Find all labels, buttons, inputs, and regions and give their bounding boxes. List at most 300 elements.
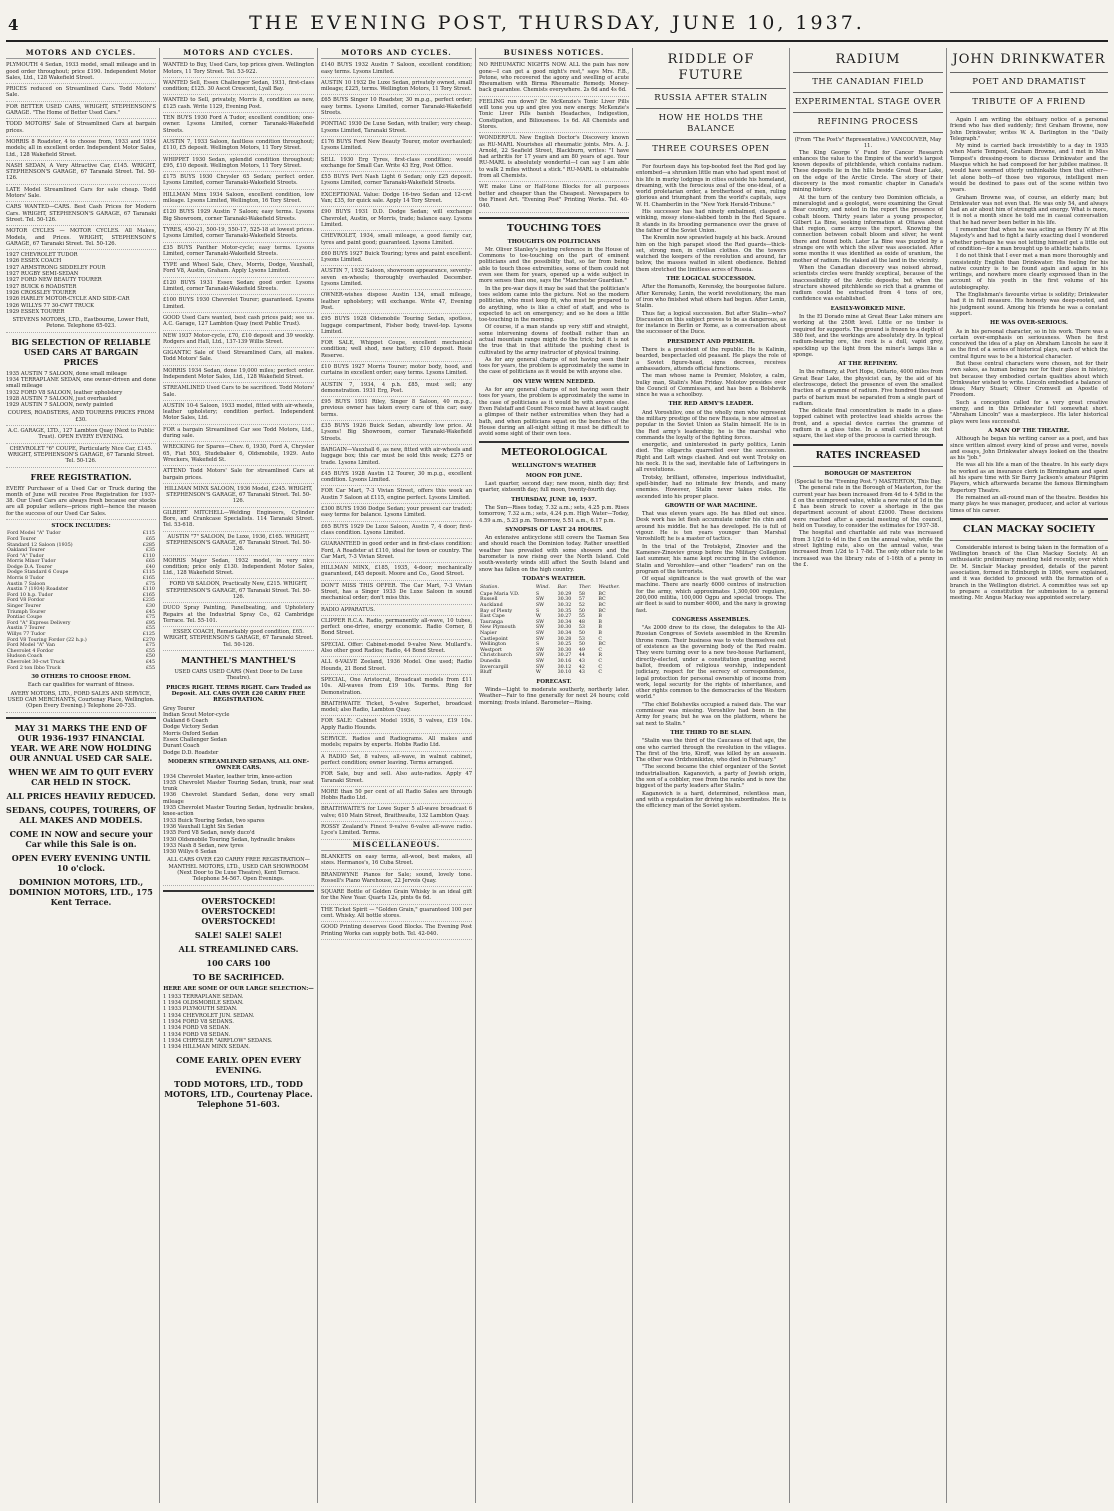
misc-ad: GOOD Printing deserves Good Blocks. The Evening Post Printing Works can supply both. Tel. 42-040. — [321, 924, 472, 940]
stock-price: £110 — [142, 587, 155, 593]
weather-cell: 53 — [578, 636, 585, 642]
radium-subhead-2: EXPERIMENTAL STAGE OVER — [795, 97, 941, 107]
bargain-list-item: 1932 FORD V8 SALOON, leather upholstery — [6, 389, 123, 396]
stock-model: Chevrolet 30-cwt Truck — [7, 659, 65, 665]
prices-right: PRICES RIGHT. TERMS RIGHT. Cars Traded as Deposit. ALL CARS OVER £20 CARRY FREE REGISTRATION. — [166, 684, 311, 704]
classified-ad: HILLMAN MINX, £185, 1935, 4-door; mechanically guaranteed, £45 deposit. Moore and Co., Good Street. — [321, 565, 472, 581]
paragraph: In the pre-war days it may be said that the politician's toes seldom came into the picture. Not so the modern politician, who must keep fit, who must be prepared to do anything, who is like a chief of staff, and who is expected to act on emergency; and so he does a little toe-touching in the morning. — [479, 285, 629, 324]
modern-list — [163, 774, 314, 856]
classified-ad: TODD MOTORS' Sale of Streamlined Cars at bargain prices. — [6, 121, 156, 137]
column-rule — [317, 48, 318, 1503]
riddle-headline: RIDDLE OF FUTURE — [667, 52, 755, 83]
others-heading: 30 OTHERS TO CHOOSE FROM. — [31, 674, 131, 681]
classified-ad: PONTIAC 1930 De Luxe Sedan, with trailer; very cheap. Lysons Limited, Taranaki Street. — [321, 121, 472, 137]
riddle-subhead-1: RUSSIA AFTER STALIN — [654, 93, 768, 103]
weather-cell: 30.32 — [557, 602, 572, 608]
stock-model: Willys 77 Tudor — [7, 632, 46, 638]
weather-cell: BC — [598, 642, 606, 648]
divider — [636, 139, 786, 140]
radio-ad: SPECIAL Offer: Cabinet-model 9-valve New. Mullard's. Also other good Radios; Radio, 44 Bond Street. — [321, 642, 472, 658]
divider — [793, 92, 943, 93]
classified-ad: RADIO APPARATUS. — [321, 607, 472, 616]
divider — [479, 441, 629, 443]
weather-cell: Tauranga — [480, 619, 503, 625]
radio-ad: SPECIAL, One Aristocrat, Broadcast models from £11 10s. All-waves from £19 10s. Terms. Ring for Demonstration. — [321, 677, 472, 699]
classified-ad: EXCEPTIONAL Value: Dodge 16-two Sedan and 12-cwt Van; £35, for quick sale. Apply 14 Tory Street. — [321, 192, 472, 208]
radium-subhead-3: REFINING PROCESS — [817, 117, 919, 127]
divider — [950, 72, 1108, 73]
radio-ad: ROSSY Zealand's Finest 9-valve 6-valve all-wave radio. Lyce's Limited. Terms. — [321, 824, 472, 840]
stock-model: Morris Minor Tudor — [7, 559, 56, 565]
overstocked-ad: OVERSTOCKED! OVERSTOCKED! OVERSTOCKED! — [201, 895, 276, 926]
classified-ad: PRICES reduced on Streamlined Cars. Todd Motors' Sale. — [6, 86, 156, 102]
weather-cell: 58 — [578, 591, 585, 597]
paragraph: In the refinery, at Port Hope, Ontario, 4000 miles from Great Bear Lake, the physicist can, by the aid of his electroscope, detect the presence of even the smallest fraction of a gramme of radium. Five hundred thousand parts of barium must be separated from a single part of radium. — [793, 369, 943, 407]
weather-date: THURSDAY, JUNE 10, 1937. — [511, 496, 597, 503]
gilbert-ad: GILBERT MITCHELL—Welding Engineers, Cylinder Bore, and Crankcase Specialists. 114 Taranaki Street. Tel. 53-618. — [163, 510, 314, 532]
paragraph: Although he began his writing career as a poet, and has since written almost every kind of prose and verse, novels and essays, John Drinkwater always looked on the theatre as his "job." — [950, 436, 1108, 462]
weather-cell: 30.28 — [557, 636, 572, 642]
paragraph: At the turn of the century two Dominion officials, a mineralogist and a geologist, were examining the Great Bear country, and noted in the report the presence of cobalt bloom. Thirty years later a young prospector, Gilbert La Bine, seeking information at Ottawa about that region, came across the report. Knowing the connection between cobalt bloom and silver, he went there and found both. Later La Bine was puzzled by a strange ore with which the silver was associated. After some months it was identified as oxide of uranium, the mother of radium. He staked all the land in the vicinity. — [793, 194, 943, 264]
classified-ad: CHEVROLET, 1934, small mileage, a good family car, tyres and paint good; guaranteed. Lysons Limited. — [321, 233, 472, 249]
paragraph: In the El Dorado mine at Great Bear Lake miners are working at the 250ft level. Little or no timber is required for supports. The ground is frozen to a depth of 380 feet, and the workings are absolutely dry. In typical radium-bearing ore, the rock is a dull, vapid grey, speckling up the light from the miner's lamps like a sponge. — [793, 314, 943, 358]
misc-ad: BLANKETS on easy terms, all-wool, best makes, all sizes. Hermanos's, 16 Cuba Street. — [321, 854, 472, 870]
sacrificed-list-item: 1 1934 FORD V8 SEDAN. — [163, 1031, 231, 1038]
classified-ad: TEN BUYS 1930 Ford A Tudor, excellent condition; one-owner. Lysons Limited, corner Taranaki-Wakefield Streets. — [163, 115, 314, 137]
sacrificed-list-item: 1 1933 PLYMOUTH SEDAN. — [163, 1006, 238, 1013]
weather-cell: SW — [535, 664, 545, 670]
divider — [793, 112, 943, 113]
president-subhead: PRESIDENT AND PREMIER. — [667, 338, 755, 345]
morris-ad: MORRIS Major Sedan, 1932 model, in very nice condition; price only £130. Independent Motor Sales, Ltd., 128 Wakefield Street. — [163, 558, 314, 580]
tides-text: The Sun—Rises today, 7.32 a.m.; sets, 4.25 p.m. Rises tomorrow, 7.32 a.m.; sets, 4.24 p.m. High Water—Today, 4.59 a.m., 5.23 p.m. Tomorrow, 5.51 a.m., 6.17 p.m. — [479, 504, 629, 524]
weather-cell: Bay of Plenty — [480, 608, 513, 614]
classified-ad: NEW 1937 Motor-cycle, £70, £10 deposit and 39 weekly. Rodgers and Hall, Ltd., 137-139 Willis Street. — [163, 333, 314, 349]
bargain-list-item: 1928 AUSTIN 7 SALOON, just overhauled — [6, 395, 117, 402]
free-registration-text: EVERY Purchaser of a Used Car or Truck during the month of June will receive Free Registration for 1937-38. Our Used Cars are always fresh because our stocks are all popular sellers—prices right—hence the reason for the success of our Used Car Sales. — [6, 486, 156, 520]
manthel-list-item: Durant Coach — [163, 743, 200, 750]
modern-list-item: 1936 Chevrolet Standard Sedan, done very small mileage — [163, 792, 314, 805]
logical-subhead: THE LOGICAL SUCCESSION. — [666, 276, 756, 283]
bargain-list-item: 1934 TERRAPLANE SEDAN, one owner-driven and done small mileage — [6, 376, 156, 390]
riddle-body — [636, 164, 786, 273]
sacrificed-list-item: 1 1933 TERRAPLANE SEDAN. — [163, 993, 244, 1000]
weather-cell: New Plymouth — [480, 625, 516, 631]
weather-cell: 30.30 — [557, 625, 572, 631]
radium-dateline: (From "The Post's" Representative.) VANCOUVER, May 11. — [794, 137, 942, 150]
stock-model: Ford V8 Fordor — [7, 598, 45, 604]
paragraph: Considerable interest is being taken in the formation of a Wellington branch of the Clan Mackay Society. At an enthusiastic preliminary meeting held recently, over which Dr. M. Sinclair Mackay presided, details of the parent association, formed in Edinburgh in 1806, were explained, and it was decided to proceed with the formation of a branch in the Wellington district. A committee was set up to prepare a constitution for submission to a general meeting. Mr. Angus Mackay was appointed secretary. — [950, 544, 1108, 602]
classified-ads — [6, 62, 156, 250]
bargain-list — [6, 371, 156, 409]
radio-ad: BRAITHWAITE'S for Lowe Super 5 all-wave broadcast 6 valve; 610 Main Street, Braithwaite, 132 Lambton Quay. — [321, 806, 472, 822]
classified-ad: WANTED to Sell, privately, Morris 8, condition as new, £125 cash. Write 1129, Evening Post. — [163, 97, 314, 113]
weather-cell: SW — [535, 619, 545, 625]
weather-cell: 30.10 — [557, 670, 572, 676]
weather-cell: 53 — [578, 625, 585, 631]
classified-ad: GUARANTEED in good order and in first-class condition: Ford, A Roadster at £110, ideal for town or country. The Car Mart, 7-3 Vivian Street. — [321, 541, 472, 563]
weather-cell: 30.12 — [557, 664, 572, 670]
weather-cell: Wellington — [480, 642, 507, 648]
radium-subhead-1: THE CANADIAN FIELD — [812, 77, 924, 87]
paragraph: The Englishman's favourite virtue is solidity; Drinkwater had it in full measure. His honesty was deep-rooted, and his judgment sound. Among his friends he was a constant support. — [950, 292, 1108, 317]
stock-price: £115 — [142, 531, 155, 537]
classified-ad: OWNER-wishes dispose Austin 134, small mileage, leather upholstery; will exchange. Write 47, Evening Post. — [321, 292, 472, 314]
divider — [793, 132, 943, 133]
sacrificed-ad: TO BE SACRIFICED. — [192, 971, 285, 982]
paragraph: Thus far, a logical succession. But after Stalin—who? Discussion on this subject proves to be as dangerous, as for instance in Berlin or Rome, as a conversation about the successor of the Duce. — [636, 310, 786, 336]
car-list-item: 1929 ESSEX TOURER — [6, 308, 65, 315]
cars100-ad: 100 CARS 100 — [206, 957, 271, 968]
easily-subhead: EASILY-WORKED MINE. — [830, 305, 906, 312]
clan-mackay-headline: CLAN MACKAY SOCIETY — [962, 523, 1096, 535]
modern-list-item: 1935 Chevrolet Master Touring Sedan, trunk, rear seat trunk — [163, 779, 314, 793]
column-riddle — [636, 48, 786, 1503]
weather-cell: Invercargill — [480, 664, 509, 670]
divider — [636, 108, 786, 109]
stock-model: Ford Model "A" Van — [7, 643, 55, 649]
forecast-text: Winds—Light to moderate southerly, northerly later. Weather—Fair to fine generally for next 24 hours; cold morning; frosts inland. Barometer—Rising. — [479, 686, 629, 706]
divider — [950, 92, 1108, 93]
red-army-body — [636, 410, 786, 441]
modern-list-item: 1930 Oldsmobile Touring Sedan, hydraulic brakes — [163, 836, 295, 843]
weather-cell: 48 — [578, 619, 585, 625]
newspaper-title: THE EVENING POST, THURSDAY, JUNE 10, 1937. — [249, 12, 865, 34]
stock-price: £285 — [142, 542, 155, 548]
stock-price: £65 — [145, 559, 155, 565]
todd-ad: TODD MOTORS, LTD., TODD MOTORS, LTD., Courtenay Place. Telephone 51-603. — [164, 1078, 313, 1109]
ac-garage-ad: A.C. GARAGE, LTD., 127 Lambton Quay (Next to Public Trust). OPEN EVERY EVENING. — [6, 428, 156, 444]
classified-ad: NASH SEDAN, A Very Attractive Car, £145. WRIGHT, STEPHENSON'S GARAGE, 67 Taranaki Street. Tel. 50-126. — [6, 163, 156, 185]
stock-price: £55 — [145, 648, 155, 654]
classified-ad: FOR Car Mart, 7-3 Vivian Street, offers this week an Austin 7 Saloon at £115, engine perfect. Lysons Limited. — [321, 488, 472, 504]
paragraph: That was eleven years ago. He has filled out since. Desk work has let flesh accumulate under his chin and around his middle. But he has developed. He is full of vigour. He is ten years younger than Marshal Voroshiloff; he is a master of tactics. — [636, 511, 786, 543]
stock-price: £115 — [142, 570, 155, 576]
drinkwater-headline: JOHN DRINKWATER — [952, 52, 1106, 67]
stock-model: Dodge D.A. Tourer — [7, 564, 53, 570]
classified-ad: FOR BETTER USED CARS, WRIGHT, STEPHENSON'S GARAGE. "The Home of Better Used Cars." — [6, 104, 156, 120]
classified-ad: SELL 1930 Erg Tyres, first-class condition; would exchange for Small Car. Write 43 Erg, Post Office. — [321, 157, 472, 173]
paragraph: There is a president of the republic. He is Kalinin, bearded, bespectacled old peasant. He plays the role of a Soviet figure-head, signs decrees, receives ambassadors, attends official functions. — [636, 347, 786, 372]
stock-price: £125 — [142, 632, 155, 638]
touching-toes-subhead: THOUGHTS ON POLITICIANS — [507, 238, 601, 245]
column-right — [950, 48, 1108, 1503]
rates-dateline: (Special to the "Evening Post.") MASTERTON, This Day. — [794, 478, 942, 485]
classified-ad: MORRIS 8 Roadster, 4 to choose from, 1933 and 1934 models; all in excellent order. Independent Motor Sales, Ltd., 128 Wakefield Street. — [6, 139, 156, 161]
modern-list-item: 1935 Ford V8 Sedan, newly duco'd — [163, 830, 255, 837]
modern-list-item: 1934 Chevrolet Master, leather trim, knee-action — [163, 773, 293, 780]
manthel-list-item: Indian Scout Motor-cycle — [163, 711, 230, 718]
manthel-list-item: Essex Challenger Sedan — [163, 737, 227, 744]
rates-body — [793, 485, 943, 568]
weather-cell: C — [598, 670, 603, 676]
stock-price: £95 — [145, 620, 155, 626]
stock-price: £45 — [145, 609, 155, 615]
weather-cell: SW — [535, 636, 545, 642]
stock-heading: STOCK INCLUDES: — [51, 523, 111, 530]
weather-cell: 43 — [578, 658, 585, 664]
weather-cell: BC — [598, 602, 606, 608]
classified-ad: £10 BUYS 1927 Morris Tourer; motor body, hood, and curtains in excellent order; easy terms. Lysons Limited. — [321, 364, 472, 380]
paragraph: I remember that when he was acting as Henry IV at His Majesty's and had to fight a fairly exacting duel I wondered whether perhaps he was not letting himself get a little out of condition—for a man brought up to athletic habits. — [950, 227, 1108, 252]
classified-ad: GIGANTIC Sale of Used Streamlined Cars, all makes. Todd Motors' Sale. — [163, 350, 314, 366]
sale-ad: SALE! SALE! SALE! — [194, 929, 283, 940]
chevrolet-ad: CHEVROLET "6" COUPE, Particularly Nice Car, £145. WRIGHT, STEPHENSON'S GARAGE, 67 Taranki Street. Tel. 50-126. — [6, 446, 156, 468]
red-army-subhead: THE RED ARMY'S LEADER. — [668, 401, 754, 408]
riddle-subhead-2: HOW HE HOLDS THE BALANCE — [658, 113, 764, 134]
come-in-ad: COME IN NOW and secure your Car while this Sale is on. — [9, 828, 153, 849]
weather-cell: Napier — [480, 630, 497, 636]
stock-model: Austin 7 Saloon — [7, 581, 46, 587]
weather-cell: W — [535, 670, 541, 676]
manthel-used: USED CARS USED CARS (Next Door to De Luxe Theatre). — [174, 669, 303, 682]
overserious-subhead: HE WAS OVER-SERIOUS. — [990, 320, 1068, 327]
open-evenings-ad: OPEN EVERY EVENING UNTIL 10 o'clock. — [11, 852, 151, 873]
car-list-item: 1927 CHEVROLET TUDOR — [6, 252, 78, 259]
stock-model: Ford "A" Express Delivery — [7, 620, 71, 626]
radio-ad: MORE than 50 per cent of all Radio Sales are through Hobbs Radio Ltd. — [321, 789, 472, 805]
paragraph: In the trial of the Trotskyist, Zinoviev and the Kamenev-Zinoviev group before the Military Collegium last summer, his name kept recurring in the evidence. Stalin and Voroshilov—and other "leaders" ran on the program of the terrorists. — [636, 543, 786, 575]
radio-ad: A RADIO Set, 8 valves, all-wave, in walnut cabinet, perfect condition; owner leaving. Terms arranged. — [321, 754, 472, 770]
weather-cell: C — [598, 658, 603, 664]
weather-cell: BC — [598, 597, 606, 603]
weather-cell: Cape Maria V.D. — [480, 591, 520, 597]
weather-cell: 30.16 — [557, 658, 572, 664]
weather-cell: B — [598, 630, 602, 636]
hillman-ad: HILLMAN MINX SALOON, 1936 Model, £245. WRIGHT, STEPHENSON'S GARAGE, 67 Taranaki Street. Tel. 50-126. — [163, 486, 314, 508]
radio-ad: BRAITHWAITE Ticket, 5-valve Superhet, broadcast model; also Radio, Lambton Quay. — [321, 701, 472, 717]
stock-model: Ford Tourer — [7, 536, 37, 542]
classified-ad: BARGAIN—Vauxhall 6, as new, fitted with air-wheels and luggage box; this car must be sold this week; £275 or trade. Lysons Limited. — [321, 447, 472, 469]
radium-body — [793, 150, 943, 303]
rates-subhead: BOROUGH OF MASTERTON — [824, 470, 912, 477]
makes-ad: SEDANS, COUPES, TOURERS, OF ALL MAKES AND MODELS. — [6, 804, 156, 825]
stock-price: £165 — [142, 576, 155, 582]
classified-ad: £100 BUYS 1930 Chevrolet Tourer; guaranteed. Lysons Limited. — [163, 297, 314, 313]
weather-col-header: Bar. — [557, 585, 568, 591]
classified-ad: AUSTIN 10 1932 De Luxe Sedan, privately owned, small mileage; £225, terms. Wellington Motors, 11 Tory Street. — [321, 80, 472, 96]
business-ad: NO RHEUMATIC NIGHTS NOW. ALL the pain has now gone—I can get a good night's rest," says Mrs. F.B., Petone, who recovered the agony and swelling of acute Rheumatism with Birma Rheumatic Remedy. Money-back guarantee. Chemists everywhere. 2s 6d and 4s 6d. — [479, 62, 629, 96]
stock-model: Ford V8 Touring Fordor (22 h.p.) — [7, 637, 87, 643]
drinkwater-subhead-2: TRIBUTE OF A FRIEND — [972, 97, 1086, 107]
business-ad: WONDERFUL New English Doctor's Discovery known as RU-MARL Nourishes all rheumatic joints. Mrs. A. J. Arnold, 22 Seafield Street, Blackburn, writes: "I have had arthritis for 17 years and am 80 years of age. Your RU-MARL is absolutely wonderful—I can say I am able to walk 2 miles without a stick." RU-MARL is obtainable from all Chemists. — [479, 135, 629, 182]
paragraph: He remained an all-round man of the theatre. Besides his many plays he was manager, producer, and actor at various times of his career. — [950, 494, 1108, 514]
sacrificed-list-item: 1 1934 FORD V8 SEDANS. — [163, 1019, 234, 1026]
weather-cell: 55 — [578, 614, 585, 620]
ford-v8-ad: FORD V8 SALOON, Practically New, £215. WRIGHT, STEPHENSON'S GARAGE, 67 Taranaki Street. Tel. 50-126. — [163, 581, 314, 603]
stock-price: £30 — [145, 604, 155, 610]
austin-ad: AUSTIN "7" SALOON, De Luxe, 1936, £165. WRIGHT, STEPHENSON'S GARAGE, 67 Taranaki Street. Tel. 50-126. — [163, 534, 314, 556]
riddle-continued-subhead: GROWTH OF WAR MACHINE. — [664, 502, 758, 509]
car-list — [6, 252, 156, 315]
divider — [479, 217, 629, 219]
coupes-ad: COUPES, ROADSTERS, AND TOURERS PRICES FROM £30. — [6, 410, 156, 426]
column-business — [479, 48, 629, 1503]
classified-ad: £120 BUYS 1931 Essex Sedan; good order. Lysons Limited, corner Taranaki-Wakefield Streets. — [163, 280, 314, 296]
others-text: Each car qualifies for warrant of fitness. — [27, 682, 135, 689]
rates-headline: RATES INCREASED — [815, 449, 921, 461]
essex-ad: ESSEX COACH, Remarkably good condition, £65. WRIGHT, STEPHENSON'S GARAGE, 67 Taranaki Street. Tel. 50-126. — [163, 629, 314, 651]
page-number: 4 — [8, 16, 19, 34]
paragraph: The general rate in the Borough of Masterton, for the current year has been increased from 4d to 4 5/8d in the £ on the unimproved value, while a new rate of 1d in the £ has been struck to cover a shortage in the gas department account of about £2000. These decisions were reached after a special meeting of the council, held on Tuesday, to consider the estimates for 1937-38. — [793, 485, 943, 530]
riddle-continued-subhead: CONGRESS ASSEMBLES. — [671, 616, 751, 623]
paragraph: The Kremlin now sprawled hugely at his back. Around him on the high parapet stood the Red guards—thick-set, strong men, in civilian clothes. On the towers watched the keepers of the revolution and around, far below, the masses waited in silent obedience. Behind them stretched the limitless acres of Russia. — [636, 235, 786, 273]
may31-ad: MAY 31 MARKS THE END OF OUR 1936-1937 FINANCIAL YEAR. WE ARE NOW HOLDING OUR ANNUAL USED CAR SALE. — [9, 722, 153, 763]
paragraph: And Voroshilov, one of the wholly men who represent the military prestige of the new Russia, is now almost as popular in the Soviet Union as Stalin himself. He is in the Red army's leadership; he is the marshal who commands the loyalty of the fighting forces. — [636, 409, 786, 441]
weather-cell: Castlepoint — [480, 636, 508, 642]
weather-row — [479, 670, 629, 676]
radio-ad: FOR SALE: Cabinet Model 1936, 5 valves, £19 10s. Apply Radio Hounds. — [321, 718, 472, 734]
riddle-continued-subhead: THE THIRD TO BE SLAIN. — [670, 729, 752, 736]
weather-cell: BC — [598, 608, 606, 614]
stock-price: £55 — [145, 626, 155, 632]
modern-list-item: 1933 Buick Touring Sedan, two spares — [163, 817, 265, 824]
classified-ad: MORRIS 1934 Sedan, done 19,000 miles; perfect order. Independent Motor Sales, Ltd., 128 Wakefield Street. — [163, 368, 314, 384]
modern-heading: MODERN STREAMLINED SEDANS, ALL ONE-OWNER CARS. — [167, 758, 310, 772]
weather-cell: Westport — [480, 647, 502, 653]
manthel-list-item: Dodge Victory Sedan — [163, 724, 219, 731]
stock-model: Pontiac Coupe — [7, 615, 43, 621]
paragraph: Trotsky, brilliant, offensive, imperious individualist, spell-binder, had no intimate few friends, and many enemies. However, Stalin never takes risks. He ascended into his proper place. — [636, 474, 786, 500]
clan-mackay-body — [950, 545, 1108, 602]
paragraph: "The second became the chief organizer of the Soviet industrialisation. Kaganovich, a party of Jewish origin, the son of a cobbler, rose from the ranks and is now the biggest of the party leaders after Stalin." — [636, 764, 786, 790]
weather-col-header: Station. — [480, 585, 500, 591]
column-rule — [789, 48, 790, 1503]
big-selection-heading: BIG SELECTION OF RELIABLE USED CARS AT BARGAIN PRICES — [11, 336, 151, 367]
misc-heading: MISCELLANEOUS. — [321, 842, 472, 851]
business-ad: FEELING run down? Dr. McKenzie's Tonic Liver Pills will tone you up and give you new energy. McKenzie's Tonic Liver Pills banish Headaches, Indigestion, Constipation, and Biliousness. 1s 6d. All Chemists and Stores. — [479, 99, 629, 133]
divider — [163, 890, 314, 892]
paragraph: The King George V Fund for Cancer Research enhances the value to the Empire of the world's largest known deposits of pitchblende, which contains radium. These deposits lie in the hills beside Great Bear Lake, on the edge of the Arctic Circle. The story of their discovery is the most romantic chapter in Canada's mining history. — [793, 149, 943, 194]
paragraph: Kaganovich is a hard, determined, relentless man, and with a reputation for driving his subordinates. He is the efficiency man of the Soviet system. — [636, 790, 786, 810]
weather-cell: East Cape — [480, 614, 505, 620]
stevens-ad: STEVENS MOTORS, LTD., Eastbourne, Lower Hutt, Petone. Telephone 65-023. — [6, 317, 156, 333]
come-early-ad: COME EARLY. OPEN EVERY EVENING. — [175, 1054, 302, 1075]
weather-cell: 30.30 — [557, 647, 572, 653]
weather-cell: SW — [535, 602, 545, 608]
sacrificed-list-item: 1 1934 CHRYSLER "AIRFLOW" SEDANS. — [163, 1037, 273, 1044]
weather-cell: S — [535, 591, 540, 597]
president-body — [636, 347, 786, 398]
dominion-ad: DOMINION MOTORS, LTD., DOMINION MOTORS, LTD., 175 Kent Terrace. — [9, 876, 153, 907]
on-view-body: As for any general charge of not having seen their toes for years, the problem is approximately the same in the case of politicians as it would be with anyone else. Even Falstaff and Count Fosco must have at least caught a glimpse of their nether extremities when they had a bath, and when politicians squat on the benches of the House during an all-night sitting it must be difficult to avoid some sight of their own toes. — [479, 387, 629, 438]
section-heading: BUSINESS NOTICES. — [479, 50, 629, 59]
weather-table — [479, 584, 629, 676]
manthel-list-item: Grey Tourer — [163, 705, 195, 712]
classified-ad: WANTED Sell, Essex Challenger Sedan, 1931, first-class condition; £125. 30 Ascot Crescent, Lyall Bay. — [163, 80, 314, 96]
weather-cell: W — [535, 614, 541, 620]
stock-price: £65 — [145, 536, 155, 542]
quit-stock-ad: WHEN WE AIM TO QUIT EVERY CAR HELD IN STOCK. — [8, 766, 154, 787]
paragraph: Such a conception called for a very great creative energy, and in this Drinkwater fell somewhat short. "Abraham Lincoln" was a masterpiece. His later historical plays were less successful. — [950, 399, 1108, 425]
weather-cell: Dunedin — [480, 658, 501, 664]
stock-price: £235 — [142, 598, 155, 604]
stock-price: £75 — [145, 581, 155, 587]
paragraph: Again I am writing the obituary notice of a personal friend who has died suddenly; first Graham Browne, now John Drinkwater, writes W. A. Darlington in the "Daily Telegraph." — [950, 117, 1108, 142]
modern-list-item: 1930 Willys 6 Sedan — [163, 849, 217, 856]
streamlined-ad: ALL STREAMLINED CARS. — [178, 943, 299, 954]
car-list-item: 1926 CROSSLEY TOURER — [6, 289, 76, 296]
car-list-item: 1927 RUGBY SEMI-SEDAN — [6, 271, 79, 278]
paragraph: Of course, if a man stands up very stiff and straight, some intervening downs of football rather than an actual mountain range might do the trick; but it is not the true that in that attitude the pushing chest is cultivated by the army instructor of physical training. — [479, 324, 629, 356]
weather-cell: SW — [535, 647, 545, 653]
radio-ads — [321, 618, 472, 840]
weather-col-header: Wind. — [535, 585, 550, 591]
classified-ad: WANTED to Buy, Used Cars, top prices given. Wellington Motors, 11 Tory Street. Tel. 53-922. — [163, 62, 314, 78]
misc-ad: BRANDWYNE Pianos for Sale; sound, lovely tone. Rossell's Piano Warehouse, 22 Jervois Quay. — [321, 872, 472, 888]
paragraph: Graham Browne was, of course, an elderly man; but Drinkwater was not even that. He was only 54, and always had an air about him of strength and energy. What is more, it is not a month since he told me in casual conversation that he had never been better in his life. — [950, 194, 1108, 226]
classified-ad: £140 BUYS 1932 Austin 7 Saloon, excellent condition; easy terms. Lysons Limited. — [321, 62, 472, 78]
synopsis-text: An extensive anticyclone still covers the Tasman Sea and should reach the Dominion today. Rather unsettled weather has prevailed with some showers and the barometer is now rising over the North Island. Cold south-westerly winds still affect the South Island and snow has fallen on the high country. — [479, 535, 629, 573]
avery-ad: AVERY MOTORS, LTD., FORD SALES AND SERVICE, USED CAR MERCHANTS, Courtenay Place, Wellington. (Open Every Evening.) Telephone 20-735. — [6, 691, 156, 713]
paragraph: As for any general charge of not having seen their toes for years, the problem is approximately the same in the case of politicians as it would be with anyone else. — [479, 356, 629, 376]
classified-ad: £176 BUYS Ford New Beauty Tourer, motor overhauled; Lysons Limited. — [321, 139, 472, 155]
divider — [950, 518, 1108, 520]
weather-cell: Auckland — [480, 602, 503, 608]
stock-price: £35 — [145, 548, 155, 554]
business-ads — [479, 62, 629, 212]
paragraph: For fourteen days his top-booted feet the Red god lay entombed—a shrunken little man who had spent most of his life in murky lodgings in cities outside his homeland, dreaming, with the ferocious zeal of the one-ideal, of a world proletarian order, a brotherhood of men, ruling glorious and triumphant from the world's capitals, says W. H. Chamberlin in the "New York Herald-Tribune." — [636, 164, 786, 208]
paragraph: Of equal significance is the vast growth of the war machine. There are nearly 6000 centres of instruction for the army, which approximates 1,300,000 regulars, 200,000 militia, 100,000 Ogpu and special troops. The air fleet is said to number 4000, and the navy is growing fast. — [636, 576, 786, 614]
weather-cell: BC — [598, 591, 606, 597]
manthel-heading: MANTHEL'S MANTHEL'S — [181, 655, 296, 666]
sacrificed-list-item: 1 1934 HILLMAN MINX SEDAN. — [163, 1044, 250, 1051]
weather-col-header: Weather. — [598, 585, 620, 591]
stock-model: Oakland Tourer — [7, 548, 46, 554]
easily-body — [793, 314, 943, 358]
manthel-list-item: Dodge D.D. Roadster — [163, 749, 219, 756]
classified-ad: FOR SALE, Whippet Coupe, excellent mechanical condition; well shod, new battery, £10 deposit. Rosie Reserve. — [321, 340, 472, 362]
modern-list-item: 1935 Chevrolet Master Touring Sedan, hydraulic brakes, knee-action — [163, 805, 314, 818]
stock-model: Austin 7 (1934) Roadster — [7, 587, 69, 593]
stock-model: Standard 12 Saloon (1935) — [7, 542, 73, 548]
sacrificed-list-item: 1 1934 OLDSMOBILE SEDAN. — [163, 1000, 244, 1007]
weather-cell: SW — [535, 658, 545, 664]
stock-model: Singer Tourer — [7, 604, 41, 610]
drinkwater-subhead-1: POET AND DRAMATIST — [972, 77, 1086, 87]
classified-ad: WHIPPET 1930 Sedan, splendid condition throughout; £95, £10 deposit. Wellington Motors, 11 Tory Street. — [163, 157, 314, 173]
classified-ad: £35 BUYS Panther Motor-cycle; easy terms. Lysons Limited, corner Taranaki-Wakefield Streets. — [163, 245, 314, 261]
radio-ad: SERVICE. Radios and Radiograms. All makes and models; repairs by experts. Hobbs Radio Ltd. — [321, 736, 472, 752]
classified-ad: DON'T MISS THIS OFFER. The Car Mart, 7-3 Vivian Street, has a Singer 1933 De Luxe Saloon in sound mechanical order; don't miss this. — [321, 583, 472, 605]
stock-price: £40 — [145, 564, 155, 570]
divider — [950, 540, 1108, 541]
manthel-list-item: Oakland 6 Coach — [163, 718, 208, 725]
manthel-footer: ALL CARS OVER £20 CARRY FREE REGISTRATION— MANTHEL MOTORS, LTD., USED CAR SHOWROOM (Next Door to De Luxe Theatre), Kent Terrace. Telephone 54-567. Open Evenings. — [163, 857, 314, 885]
meteorological-headline: METEOROLOGICAL — [501, 447, 607, 459]
synopsis-heading: SYNOPSIS OF LAST 24 HOURS. — [505, 526, 603, 533]
weather-cell: S — [535, 608, 540, 614]
column-motors-3 — [321, 48, 472, 1503]
paragraph: His successor has had ninety embalmed, clasped a winking, mossy stone-slabbed tomb in the Red Square. It stands in its brooding permanence over the grave of the father of the Soviet Union. — [636, 209, 786, 234]
sacrificed-list — [163, 994, 314, 1051]
stock-price: £165 — [142, 592, 155, 598]
stock-price: £110 — [142, 553, 155, 559]
classified-ad: ATTEND Todd Motors' Sale for streamlined Cars at bargain prices. — [163, 468, 314, 484]
classified-ads — [321, 62, 472, 616]
paragraph: The hospital and charitable aid rate was increased from 3 1/2d to 4d in the £ on the annual value, while the street lighting rate, also on the annual value, was increased from 1/2d to 1 7-8d. The only other rate to be increased was the library rate of 1-16th of a penny in the £. — [793, 530, 943, 568]
weather-cell: 30.35 — [557, 608, 572, 614]
divider — [793, 444, 943, 446]
drinkwater-body — [950, 117, 1108, 317]
prices-reduced-ad: ALL PRICES HEAVILY REDUCED. — [6, 790, 156, 801]
classified-ad: £95 BUYS 1928 Oldsmobile Touring Sedan, spotless, luggage compartment, Fisher body, travel-top. Lysons Limited. — [321, 316, 472, 338]
stock-price: £270 — [142, 637, 155, 643]
car-list-item: 1926 HARLEY MOTOR-CYCLE AND SIDE-CAR — [6, 296, 130, 303]
paragraph: "Stalin was the third of the Caucasus of that age, the one who carried through the revolution in the villages. The first of the trio, Kiroff, was killed by an assassin. The other was Ordzhonikidze, who died in February." — [636, 738, 786, 764]
paragraph: The man whose name is Premier, Molotov, a calm, bulky man, Stalin's Man Friday. Molotov presides over the Council of Commissars, and has been a Bolshevik since he was a schoolboy. — [636, 373, 786, 399]
refinery-body — [793, 369, 943, 439]
